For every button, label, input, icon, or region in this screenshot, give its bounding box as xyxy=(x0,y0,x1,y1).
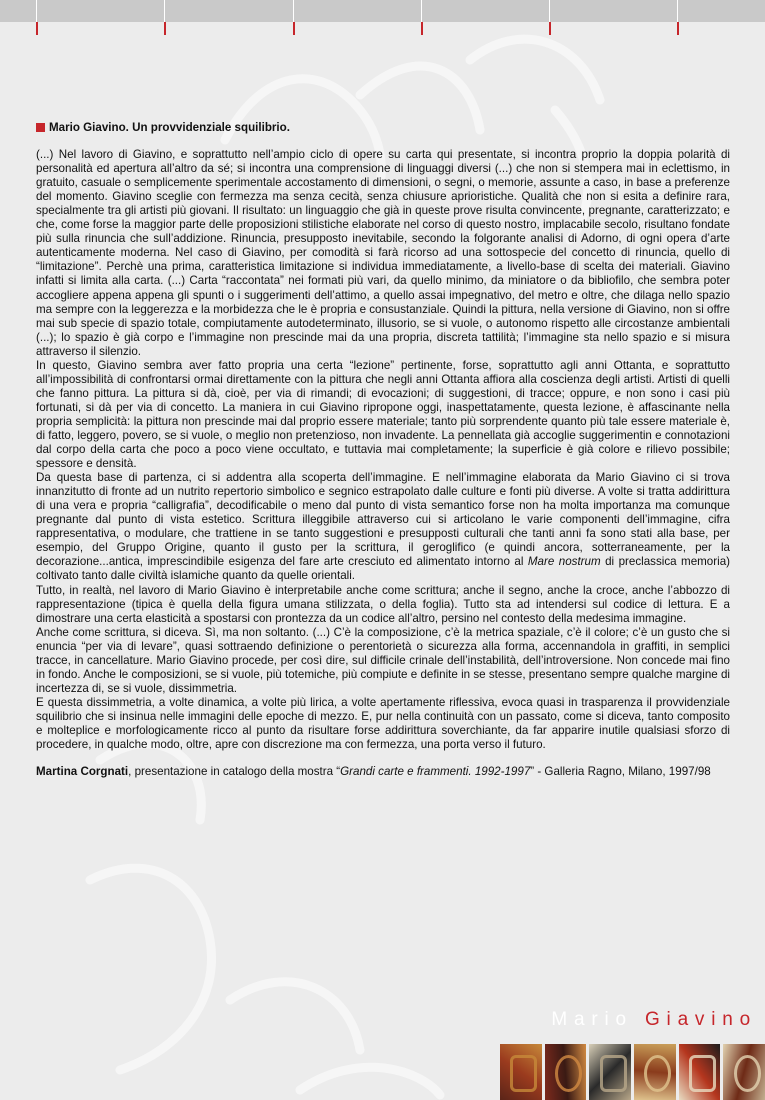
paragraph xyxy=(36,471,730,583)
paragraph-text: Da questa base di partenza, ci si addentra alla scoperta dell’immagine. E nell’immagine elaborata da Mario Giavino ci si trova innanzitutto di fronte ad un nutrito repertorio simbolico e segnico estrapolato dalle culture e fonti più diverse. A volte si tratta addirittura di una vera e propria “calligrafia”, decodificabile o meno dal punto di vista semantico forse non ha molta importanza ma comunque pregnante dal punto di vista estetico. Scrittura illeggibile attraverso cui si articolano le varie componenti dell’immagine, cifra rappresentativa, o modulare, che trattiene in se tanto suggestioni e presupposti culturali che tanti anni fa sono stati alla base, per esempio, del Gruppo Origine, quanto il gusto per la scrittura, il geroglifico (e quindi ancora, sotterraneamente, per la decorazione...antica, imprescindibile esigenza del fare arte cresciuto ed alimentato intorno al xyxy=(36,471,730,569)
artwork-thumbnail xyxy=(679,1044,721,1100)
top-divider xyxy=(549,0,550,22)
paragraph: Anche come scrittura, si diceva. Sì, ma non soltanto. (...) C’è la composizione, c’è la metrica spaziale, c’è il colore; c’è un gusto che si enuncia “per via di levare”, quasi sottraendo definizione o perentorietà o sicurezza alla forma, accennandola in graffiti, in semplici tracce, in cancellature. Mario Giavino procede, per così dire, sul difficile crinale dell’instabilità, dell’introversione. Non concede mai fino in fondo. Anche le composizioni, se si vuole, più totemiche, più compiute e definite in se stesse, presentano sempre qualche margine di incertezza di, se si vuole, dissimmetria. xyxy=(36,625,730,695)
artwork-brush-mark xyxy=(644,1055,671,1092)
article-title: Mario Giavino. Un provvidenziale squilibrio. xyxy=(49,121,290,134)
red-tick-mark xyxy=(293,22,295,35)
red-tick-mark xyxy=(421,22,423,35)
artwork-brush-mark xyxy=(600,1055,627,1092)
top-divider xyxy=(164,0,165,22)
brand-logo xyxy=(551,1009,757,1031)
top-divider xyxy=(293,0,294,22)
exhibition-title: Grandi carte e frammenti. 1992-1997 xyxy=(340,765,531,779)
top-divider xyxy=(421,0,422,22)
red-tick-mark xyxy=(677,22,679,35)
paragraph: (...) Nel lavoro di Giavino, e soprattutto nell’ampio ciclo di opere su carta qui presentate, si incontra proprio la doppia polarità di personalità ed apertura all’altro da sé; si incontra una comprensione di linguaggi diversi (...) che non si stempera mai in eclettismo, in gratuito, casuale o semplicemente sperimentale accostamento di dimensioni, o segni, o memorie, assunte a caso, in base a preferenze del momento. Giavino sceglie con fermezza ma senza cecità, senza chiusure aprioristiche. Qualità che non si esita a definire rara, specialmente tra gli artisti più giovani. Il risultato: un linguaggio che già in queste prove risulta convincente, pregnante, caratterizzato; e che, come forse la maggior parte delle proposizioni stilistiche elaborate nel corso di questo nostro, implacabile secolo, risultano fondate più sulla rinuncia che sull’addizione. Rinuncia, presupposto inevitabile, secondo la folgorante analisi di Adorno, di ogni opera d’arte autenticamente moderna. Nel caso di Giavino, per comodità si farà ricorso ad una sottospecie del concetto di rinuncia, quello di “limitazione”. Perchè una prima, caratteristica limitazione si individua immediatamente, a livello-base di scelta dei materiali. Giavino infatti si limita alla carta. (...) Carta “raccontata” nei formati più vari, da quello minimo, da miniatore o da bibliofilo, che sembra poter accogliere appena appena gli spunti o i suggerimenti dell’attimo, a quello assai impegnativo, del metro e oltre, che dilaga nello spazio ma sempre con la leggerezza e la morbidezza che le è propria e consustanziale. Quindi la pittura, nella versione di Giavino, non si offre mai sub specie di spazio totale, compiutamente autodeterminato, illusorio, se si vuole, o autonomo rispetto alle circostanze ambientali (...); lo spazio è già corpo e l’immagine non prescinde mai da una propria, discreta tattilità; l’immagine sta nello spazio e si misura attraverso il silenzio. xyxy=(36,148,730,358)
signature-author: Martina Corgnati xyxy=(36,765,129,779)
signature xyxy=(36,765,730,779)
red-tick-mark xyxy=(164,22,166,35)
red-tick-mark xyxy=(549,22,551,35)
article-heading xyxy=(36,121,730,135)
signature-text: , presentazione in catalogo della mostra “ xyxy=(128,765,341,779)
paragraph-text: di preclassica memoria) coltivato tanto dalle civiltà islamiche quanto da quelle orientali. xyxy=(36,555,731,583)
artwork-brush-mark xyxy=(555,1055,582,1092)
top-divider xyxy=(36,0,37,22)
artwork-thumbnail xyxy=(634,1044,676,1100)
red-tick-mark xyxy=(36,22,38,35)
artwork-brush-mark xyxy=(689,1055,716,1092)
paragraph: E questa dissimmetria, a volte dinamica, a volte più lirica, a volte apertamente riflessiva, evoca quasi in trasparenza il provvidenziale squilibrio che si insinua nelle immagini delle epoche di mezzo. E, pur nella continuità con un passato, come si diceva, tanto composito e molteplice e morfologicamente ricco al punto da risultare forse addirittura soverchiante, da far apparire inutile qualsiasi sforzo di procedere, in qualche modo, oltre, apre con discrezione ma con fermezza, una porta verso il futuro. xyxy=(36,695,730,752)
signature-tail: ” - Galleria Ragno, Milano, 1997/98 xyxy=(530,765,711,779)
red-square-bullet xyxy=(36,123,45,132)
article xyxy=(36,121,730,779)
italic-phrase: Mare nostrum xyxy=(527,555,601,569)
artwork-thumbnail xyxy=(500,1044,542,1100)
artwork-thumbnail-strip xyxy=(500,1044,765,1100)
brand-last-name: Giavino xyxy=(644,1009,757,1030)
top-divider xyxy=(677,0,678,22)
artwork-brush-mark xyxy=(734,1055,761,1092)
paragraph: In questo, Giavino sembra aver fatto propria una certa “lezione” pertinente, forse, soprattutto agli anni Ottanta, e soprattutto all’impossibilità di confrontarsi ormai direttamente con la pittura che negli anni Ottanta affiora alla coscienza degli artisti. Artisti di quelli che fanno pittura. La pittura si dà, cioè, per via di rimandi; di evocazioni; di suggestioni, di tracce; oppure, e non sono i casi più fortunati, si dà per via di concetto. La maniera in cui Giavino ripropone oggi, inaspettatamente, questa lezione, è affascinante nella propria semplicità: la pittura non prescinde mai dal proprio essere materiale; tanto più sorprendente quanto più tale essere materiale è, di fatto, leggero, povero, se si vuole, o meglio non pretenzioso, non invadente. La pennellata già accoglie suggerimentin e connotazioni dal corpo della carta che poco a poco viene occultato, e tuttavia mai completamente; la superficie è già colore e rilievo possibile; spessore e densità. xyxy=(36,358,730,471)
artwork-brush-mark xyxy=(510,1055,537,1092)
top-bar xyxy=(0,0,765,22)
brand-first-name: Mario xyxy=(551,1009,645,1030)
artwork-thumbnail xyxy=(545,1044,587,1100)
artwork-thumbnail xyxy=(589,1044,631,1100)
paragraph: Tutto, in realtà, nel lavoro di Mario Giavino è interpretabile anche come scrittura; anche il segno, anche la croce, anche l’abbozzo di rappresentazione (tipica è quella della figura umana stilizzata, o della foglia). Tutto sta ad intendersi sul codice di lettura. E a dimostrare una certa elasticità a spostarsi con prontezza da un codice all’altro, persino nel contesto della medesima immagine. xyxy=(36,583,730,625)
artwork-thumbnail xyxy=(723,1044,765,1100)
